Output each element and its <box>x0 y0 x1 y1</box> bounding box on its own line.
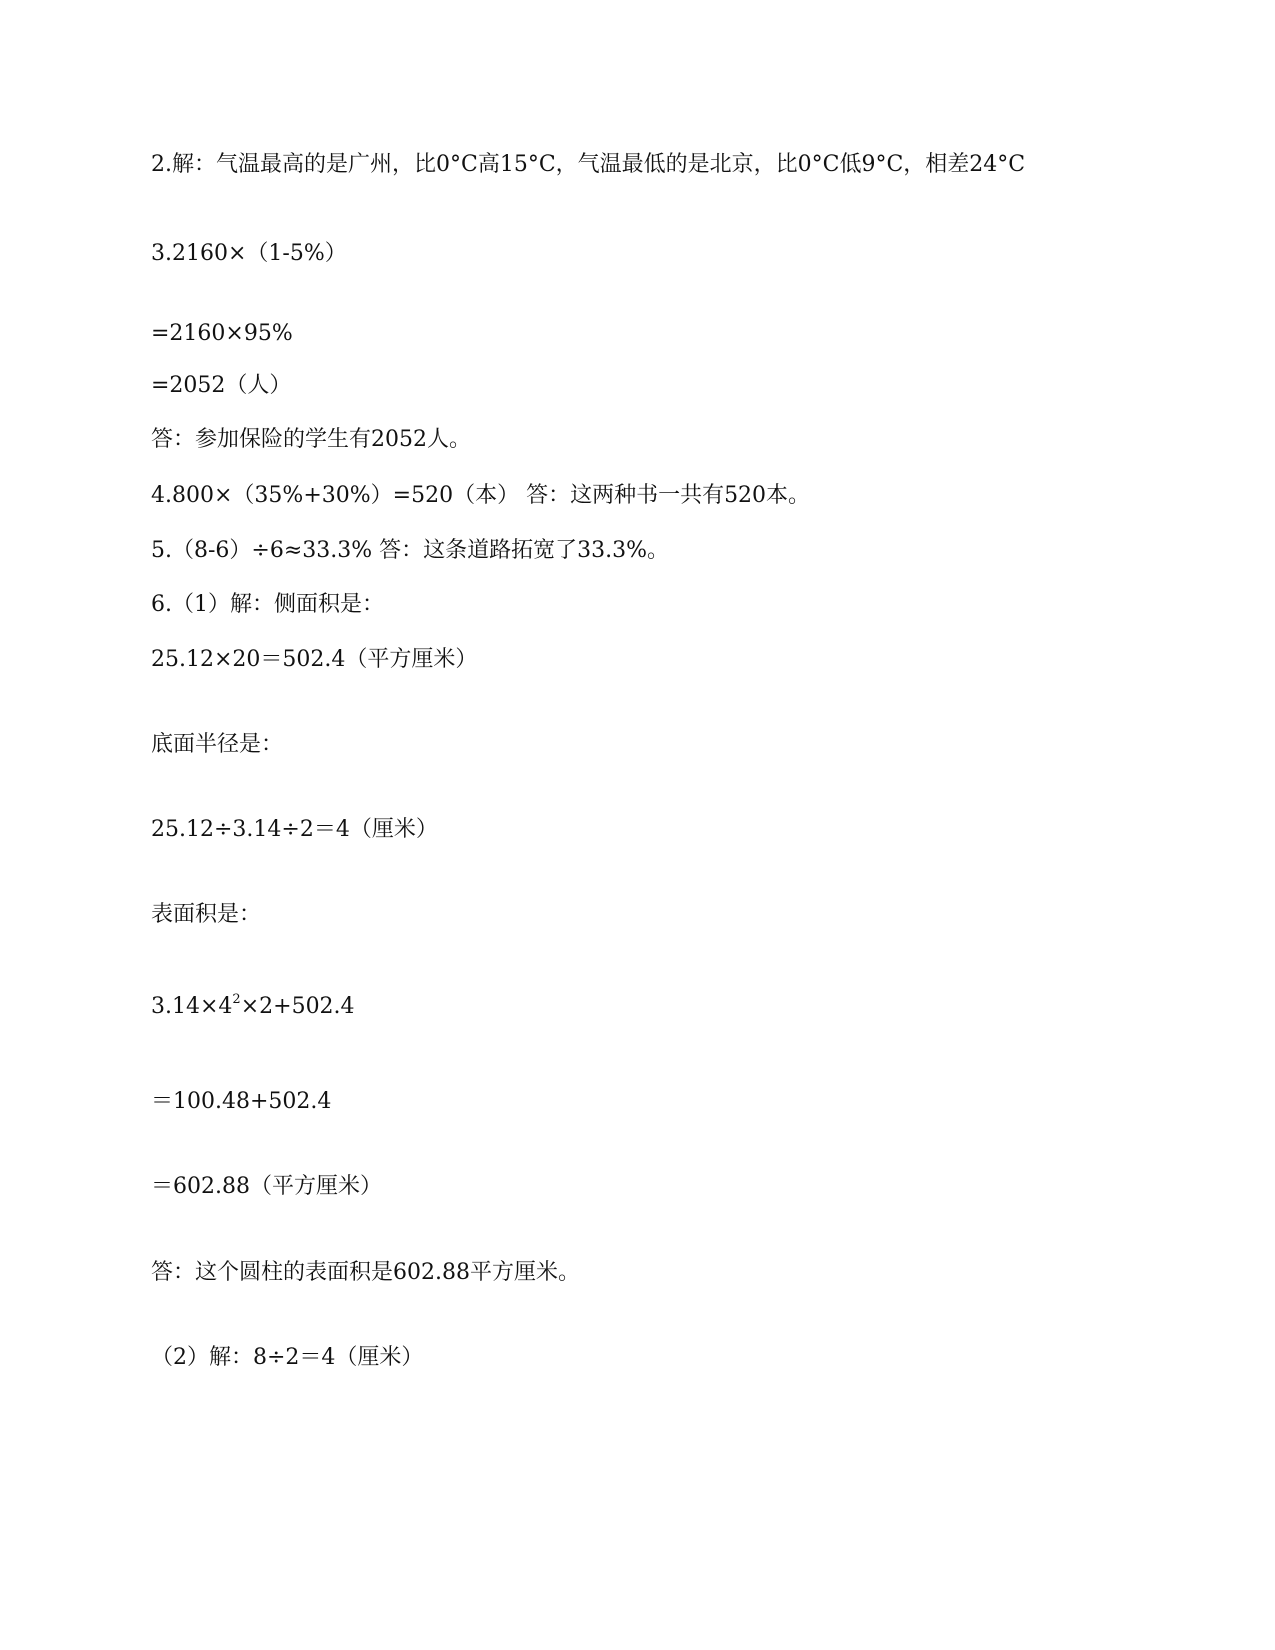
answer-3-conclusion: 答：参加保险的学生有2052人。 <box>151 427 471 452</box>
answer-2-line: 2.解：气温最高的是广州，比0°C高15°C，气温最低的是北京，比0°C低9°C，相差24°C <box>151 152 1026 177</box>
answer-5-line: 5.（8-6）÷6≈33.3% 答：这条道路拓宽了33.3%。 <box>151 538 670 563</box>
answer-6-part-1-heading: 6.（1）解：侧面积是： <box>151 592 384 617</box>
base-radius-heading: 底面半径是： <box>151 732 284 757</box>
surface-area-formula-before: 3.14×4 <box>151 994 233 1019</box>
base-radius-calculation: 25.12÷3.14÷2＝4（厘米） <box>151 817 438 842</box>
surface-area-formula-after: ×2+502.4 <box>240 994 355 1019</box>
surface-area-formula-superscript: 2 <box>232 991 241 1007</box>
surface-area-heading: 表面积是： <box>151 902 262 927</box>
answer-6-part-1-conclusion: 答：这个圆柱的表面积是602.88平方厘米。 <box>151 1260 580 1285</box>
answer-3-line: 3.2160×（1-5%） <box>151 241 347 266</box>
answer-3-step-2: =2052（人） <box>151 373 292 398</box>
surface-area-formula <box>151 992 355 1022</box>
answer-4-line: 4.800×（35%+30%）=520（本） 答：这两种书一共有520本。 <box>151 483 811 508</box>
answer-6-part-2-line: （2）解：8÷2＝4（厘米） <box>151 1345 424 1370</box>
surface-area-step-2: ＝602.88（平方厘米） <box>151 1174 382 1199</box>
lateral-area-calculation: 25.12×20＝502.4（平方厘米） <box>151 647 478 672</box>
surface-area-step-1: ＝100.48+502.4 <box>151 1089 332 1114</box>
answer-3-step-1: =2160×95% <box>151 321 293 346</box>
